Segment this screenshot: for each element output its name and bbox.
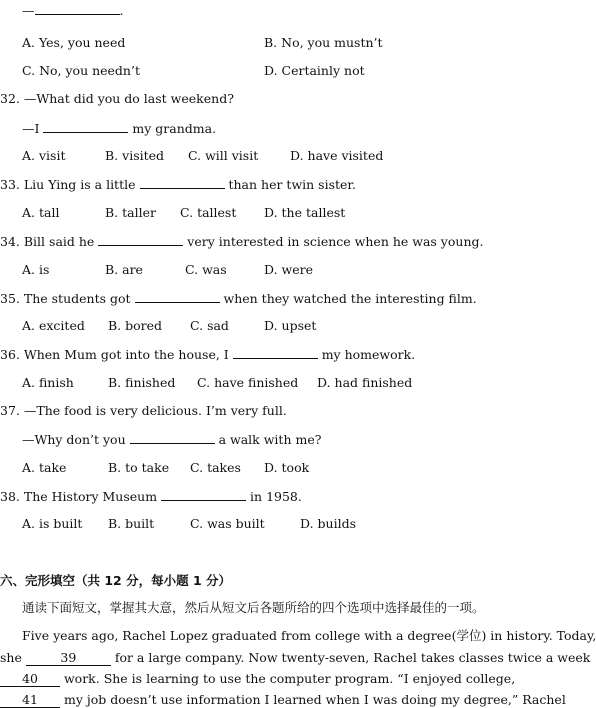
q36-number: 36.	[0, 347, 20, 362]
q34-option-b[interactable]: B. are	[105, 262, 143, 277]
q35-option-b[interactable]: B. bored	[108, 318, 163, 333]
q37-option-a[interactable]: A. take	[22, 460, 67, 475]
q37-answer-line	[22, 431, 321, 448]
q32-option-d[interactable]: D. have visited	[290, 148, 384, 163]
q35-option-a[interactable]: A. excited	[22, 318, 85, 333]
q34-blank[interactable]	[98, 233, 183, 246]
q34-text-end: very interested in science when he was young.	[187, 234, 484, 249]
blank-41[interactable]	[0, 693, 60, 708]
q31-option-c[interactable]: C. No, you needn’t	[22, 63, 140, 78]
passage-line-3	[0, 671, 516, 687]
q38-number: 38.	[0, 489, 20, 504]
q38-text-start: The History Museum	[23, 489, 158, 504]
q36-text-end: my homework.	[321, 347, 416, 362]
q31-option-b[interactable]: B. No, you mustn’t	[264, 35, 383, 50]
q37-number: 37.	[0, 403, 20, 418]
q38-blank[interactable]	[161, 488, 246, 501]
q34-option-d[interactable]: D. were	[264, 262, 313, 277]
q33-option-d[interactable]: D. the tallest	[264, 205, 346, 220]
q31-answer-line	[22, 2, 123, 19]
q35-question	[0, 290, 477, 307]
q38-option-b[interactable]: B. built	[108, 516, 155, 531]
q32-line2-start: —I	[22, 121, 40, 136]
q32-line2-end: my grandma.	[132, 121, 217, 136]
passage-line-4-end: my job doesn’t use information I learned when I was doing my degree,” Rachel	[60, 692, 566, 707]
q31-option-a[interactable]: A. Yes, you need	[22, 35, 126, 50]
q35-number: 35.	[0, 291, 20, 306]
q32-blank[interactable]	[43, 120, 128, 133]
q35-option-c[interactable]: C. sad	[190, 318, 229, 333]
q37-line2-end: a walk with me?	[218, 432, 322, 447]
q38-option-c[interactable]: C. was built	[190, 516, 265, 531]
q32-answer-line	[22, 120, 216, 137]
q34-text-start: Bill said he	[23, 234, 95, 249]
q32-option-c[interactable]: C. will visit	[188, 148, 259, 163]
q33-option-a[interactable]: A. tall	[22, 205, 60, 220]
q37-option-d[interactable]: D. took	[264, 460, 310, 475]
q33-text-start: Liu Ying is a little	[23, 177, 136, 192]
q38-option-a[interactable]: A. is built	[22, 516, 83, 531]
q36-blank[interactable]	[233, 346, 318, 359]
blank-40-number: 40	[22, 671, 38, 686]
section-heading: 六、完形填空（共 12 分，每小题 1 分）	[0, 573, 232, 588]
q34-option-a[interactable]: A. is	[22, 262, 50, 277]
blank-39[interactable]	[26, 651, 111, 666]
q33-blank[interactable]	[140, 176, 225, 189]
q34-option-c[interactable]: C. was	[185, 262, 227, 277]
passage-line-3-end: work. She is learning to use the computer program. “I enjoyed college,	[60, 671, 516, 686]
q37-option-b[interactable]: B. to take	[108, 460, 170, 475]
q37-line2-start: —Why don’t you	[22, 432, 126, 447]
q36-option-a[interactable]: A. finish	[22, 375, 74, 390]
q33-question	[0, 176, 356, 193]
q37-blank[interactable]	[130, 431, 215, 444]
q37-option-c[interactable]: C. takes	[190, 460, 241, 475]
blank-40[interactable]	[0, 672, 60, 687]
q37-text: —The food is very delicious. I’m very full.	[23, 403, 287, 418]
q36-option-d[interactable]: D. had finished	[317, 375, 413, 390]
q38-question	[0, 488, 302, 505]
q32-option-b[interactable]: B. visited	[105, 148, 165, 163]
q35-option-d[interactable]: D. upset	[264, 318, 317, 333]
q36-option-b[interactable]: B. finished	[108, 375, 176, 390]
q34-number: 34.	[0, 234, 20, 249]
passage-line-2-end: for a large company. Now twenty-seven, Rachel takes classes twice a week	[110, 650, 591, 665]
q32-number: 32.	[0, 91, 20, 106]
q32-text: —What did you do last weekend?	[23, 91, 234, 106]
blank-39-number: 39	[60, 650, 77, 665]
passage-line-2-start: she	[0, 650, 26, 665]
passage-line-2	[0, 650, 591, 666]
q38-option-d[interactable]: D. builds	[300, 516, 356, 531]
q35-text-start: The students got	[23, 291, 131, 306]
q31-blank[interactable]	[35, 2, 120, 15]
q36-option-c[interactable]: C. have finished	[197, 375, 299, 390]
q36-question	[0, 346, 415, 363]
q37-question	[0, 403, 287, 419]
q35-blank[interactable]	[135, 290, 220, 303]
q33-option-b[interactable]: B. taller	[105, 205, 156, 220]
q31-option-d[interactable]: D. Certainly not	[264, 63, 365, 78]
q33-number: 33.	[0, 177, 20, 192]
blank-41-number: 41	[22, 692, 38, 707]
section-instruction: 通读下面短文，掌握其大意，然后从短文后各题所给的四个选项中选择最佳的一项。	[22, 600, 485, 615]
q38-text-end: in 1958.	[250, 489, 302, 504]
q31-end: .	[119, 3, 124, 18]
q32-option-a[interactable]: A. visit	[22, 148, 66, 163]
q32-question	[0, 91, 234, 107]
q35-text-end: when they watched the interesting film.	[223, 291, 477, 306]
q36-text-start: When Mum got into the house, I	[23, 347, 229, 362]
q31-dash: —	[22, 3, 35, 18]
passage-line-1: Five years ago, Rachel Lopez graduated from college with a degree(学位) in history. Today,	[22, 628, 596, 643]
passage-line-4	[0, 692, 566, 708]
q33-text-end: than her twin sister.	[228, 177, 356, 192]
q33-option-c[interactable]: C. tallest	[180, 205, 237, 220]
q34-question	[0, 233, 483, 250]
